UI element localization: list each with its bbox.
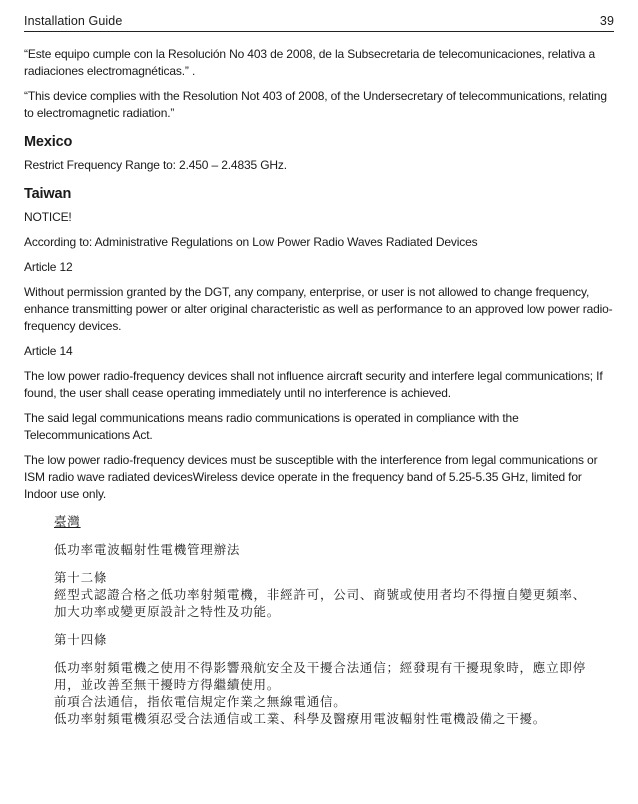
susceptible-interference-text: The low power radio-frequency devices must be susceptible with the interference from legal communications or ISM radio wave radiated devicesWireless device operate in the frequency band of 5.25-5.35 GHz, limited for Indoor use only.	[24, 453, 598, 501]
english-resolution-paragraph: “This device complies with the Resolution Not 403 of 2008, of the Undersecretary of telecommunications, relating to electromagnetic radiation.”	[24, 89, 607, 120]
page-body	[24, 46, 614, 727]
chinese-article-12-text: 經型式認證合格之低功率射頻電機，非經許可，公司、商號或使用者均不得擅自變更頻率、加大功率或變更原設計之特性及功能。	[54, 587, 587, 619]
header-title: Installation Guide	[24, 14, 123, 28]
notice-text: NOTICE!	[24, 210, 72, 224]
document-page	[24, 14, 614, 738]
mexico-heading: Mexico	[24, 134, 73, 150]
chinese-title: 臺灣	[54, 514, 81, 529]
chinese-article-12	[54, 569, 589, 620]
legal-communications-text: The said legal communications means radio communications is operated in compliance with the Telecommunications Act.	[24, 411, 519, 442]
chinese-article-14-line1: 低功率射頻電機之使用不得影響飛航安全及干擾合法通信；經發現有干擾現象時，應立即停用，並改善至無干擾時方得繼續使用。	[54, 660, 587, 692]
article-14-text: The low power radio-frequency devices shall not influence aircraft security and interfere legal communications; If found, the user shall cease operating immediately until no interference is achieved.	[24, 369, 603, 400]
chinese-article-14-line3: 低功率射頻電機須忍受合法通信或工業、科學及醫療用電波輻射性電機設備之干擾。	[54, 711, 547, 726]
taiwan-heading: Taiwan	[24, 186, 72, 202]
chinese-article-14	[54, 659, 589, 727]
spanish-resolution-paragraph: “Este equipo cumple con la Resolución No 403 de 2008, de la Subsecretaria de telecomunicaciones, relativa a radiaciones electromagnéticas.” .	[24, 47, 595, 78]
page-number: 39	[599, 14, 614, 28]
chinese-article-12-label: 第十二條	[54, 570, 108, 585]
chinese-regulation-block	[54, 513, 589, 727]
mexico-frequency-text: Restrict Frequency Range to: 2.450 – 2.4835 GHz.	[24, 158, 287, 172]
article-12-label: Article 12	[24, 260, 73, 274]
according-text: According to: Administrative Regulations on Low Power Radio Waves Radiated Devices	[24, 235, 478, 249]
chinese-article-14-label: 第十四條	[54, 632, 108, 647]
article-12-text: Without permission granted by the DGT, any company, enterprise, or user is not allowed to change frequency, enhance transmitting power or alter original characteristic as well as performance to an approved low power radio-frequency devices.	[24, 285, 613, 333]
article-14-label: Article 14	[24, 344, 73, 358]
page-header	[24, 14, 614, 32]
chinese-law-name: 低功率電波輻射性電機管理辦法	[54, 542, 241, 557]
chinese-article-14-line2: 前項合法通信，指依電信規定作業之無線電通信。	[54, 694, 347, 709]
